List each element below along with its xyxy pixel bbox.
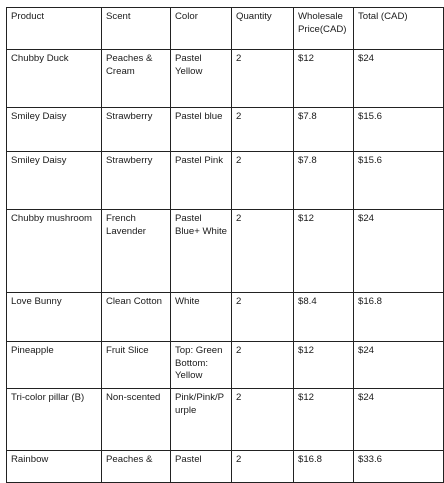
header-quantity: Quantity [232,8,294,50]
cell-wholesale-price: $12 [294,342,354,389]
cell-color: Pastel Pink [171,152,232,210]
cell-product: Chubby mushroom [7,210,102,293]
cell-scent: Non-scented [102,389,171,451]
cell-total: $24 [354,389,444,451]
cell-product: Chubby Duck [7,50,102,108]
table-row [7,389,444,451]
cell-color: Pink/Pink/Purple [171,389,232,451]
cell-wholesale-price: $7.8 [294,152,354,210]
cell-total: $16.8 [354,293,444,342]
cell-scent: Strawberry [102,108,171,152]
cell-product: Rainbow [7,451,102,483]
table-row [7,210,444,293]
table-row [7,50,444,108]
cell-scent: Clean Cotton [102,293,171,342]
header-product: Product [7,8,102,50]
cell-scent: French Lavender [102,210,171,293]
cell-quantity: 2 [232,210,294,293]
cell-color: Pastel Blue+ White [171,210,232,293]
cell-product: Pineapple [7,342,102,389]
table-row [7,108,444,152]
cell-total: $24 [354,210,444,293]
cell-wholesale-price: $12 [294,210,354,293]
header-scent: Scent [102,8,171,50]
cell-wholesale-price: $7.8 [294,108,354,152]
table-row [7,152,444,210]
cell-product: Love Bunny [7,293,102,342]
cell-total: $33.6 [354,451,444,483]
cell-quantity: 2 [232,451,294,483]
order-table-container [6,7,443,483]
cell-wholesale-price: $16.8 [294,451,354,483]
table-header-row [7,8,444,50]
cell-quantity: 2 [232,293,294,342]
cell-total: $15.6 [354,152,444,210]
cell-color: Pastel Yellow [171,50,232,108]
order-table [6,7,444,483]
cell-quantity: 2 [232,152,294,210]
cell-wholesale-price: $12 [294,389,354,451]
table-row [7,342,444,389]
cell-color: Top: Green Bottom: Yellow [171,342,232,389]
cell-quantity: 2 [232,342,294,389]
cell-color: Pastel [171,451,232,483]
cell-wholesale-price: $8.4 [294,293,354,342]
header-total: Total (CAD) [354,8,444,50]
cell-wholesale-price: $12 [294,50,354,108]
cell-quantity: 2 [232,108,294,152]
cell-scent: Peaches & [102,451,171,483]
cell-scent: Strawberry [102,152,171,210]
header-color: Color [171,8,232,50]
cell-total: $24 [354,342,444,389]
cell-quantity: 2 [232,389,294,451]
cell-total: $24 [354,50,444,108]
table-row [7,451,444,483]
cell-product: Smiley Daisy [7,152,102,210]
cell-product: Smiley Daisy [7,108,102,152]
cell-product: Tri-color pillar (B) [7,389,102,451]
header-wholesale-price: Wholesale Price(CAD) [294,8,354,50]
cell-scent: Fruit Slice [102,342,171,389]
cell-color: White [171,293,232,342]
table-row [7,293,444,342]
cell-total: $15.6 [354,108,444,152]
cell-color: Pastel blue [171,108,232,152]
cell-scent: Peaches & Cream [102,50,171,108]
cell-quantity: 2 [232,50,294,108]
